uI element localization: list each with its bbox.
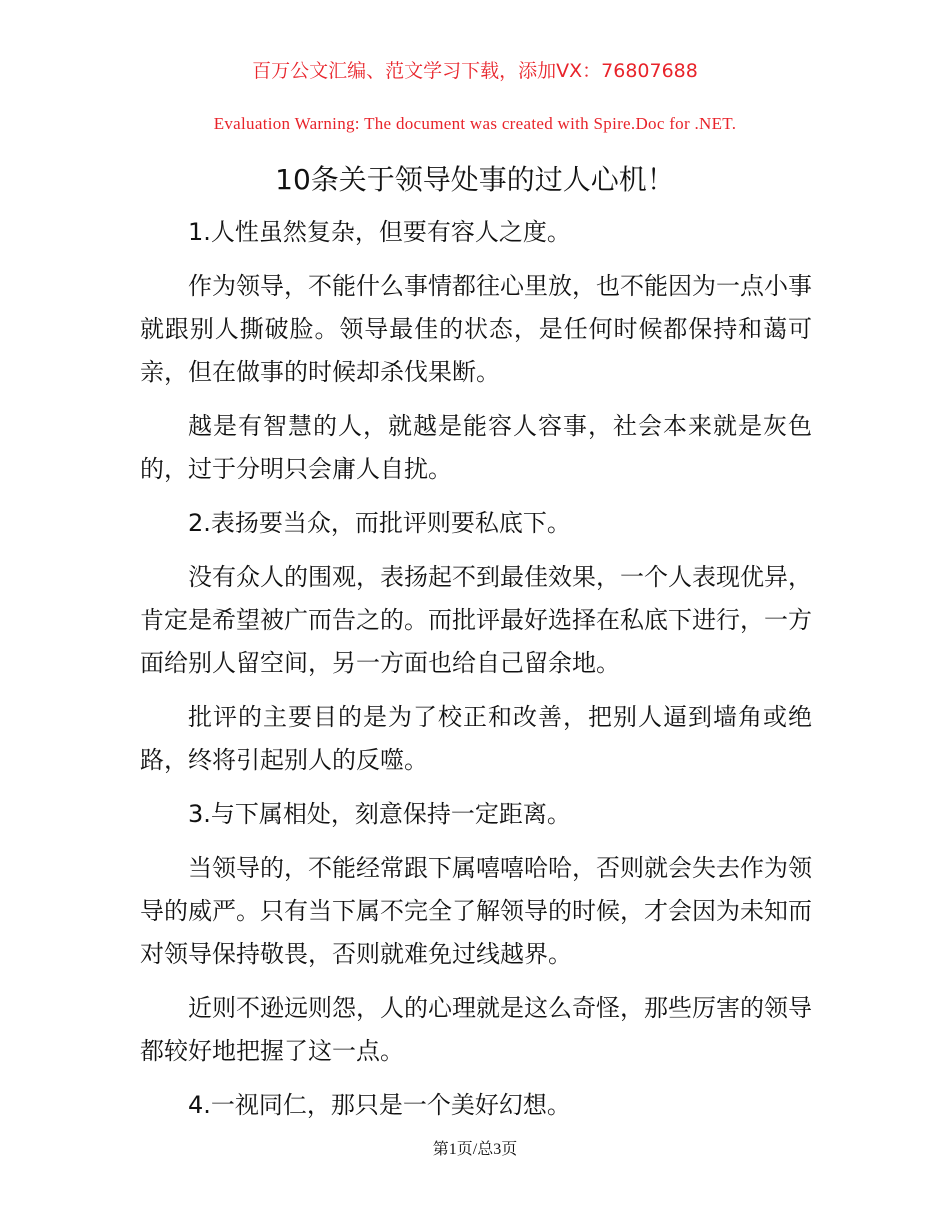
evaluation-warning: Evaluation Warning: The document was created with Spire.Doc for .NET.	[213, 114, 737, 133]
paragraph: 当领导的，不能经常跟下属嘻嘻哈哈，否则就会失去作为领导的威严。只有当下属不完全了解领导的时候，才会因为未知而对领导保持敬畏，否则就难免过线越界。	[140, 854, 812, 968]
document-title: 10条关于领导处事的过人心机！	[275, 163, 675, 196]
page-footer: 第1页/总3页	[432, 1141, 518, 1158]
paragraph: 越是有智慧的人，就越是能容人容事，社会本来就是灰色的，过于分明只会庸人自扰。	[140, 412, 812, 483]
section-heading: 1.人性虽然复杂，但要有容人之度。	[188, 218, 571, 246]
paragraph: 作为领导，不能什么事情都往心里放，也不能因为一点小事就跟别人撕破脸。领导最佳的状态，是任何时候都保持和蔼可亲，但在做事的时候却杀伐果断。	[140, 272, 812, 386]
download-banner: 百万公文汇编、范文学习下载，添加VX：76807688	[252, 60, 698, 82]
paragraph: 近则不逊远则怨，人的心理就是这么奇怪，那些厉害的领导都较好地把握了这一点。	[140, 994, 812, 1065]
section-heading: 3.与下属相处，刻意保持一定距离。	[188, 800, 571, 828]
section-heading: 4.一视同仁，那只是一个美好幻想。	[188, 1091, 571, 1119]
document-body	[140, 211, 812, 1138]
paragraph: 没有众人的围观，表扬起不到最佳效果，一个人表现优异，肯定是希望被广而告之的。而批评最好选择在私底下进行，一方面给别人留空间，另一方面也给自己留余地。	[140, 563, 812, 677]
paragraph: 批评的主要目的是为了校正和改善，把别人逼到墙角或绝路，终将引起别人的反噬。	[140, 703, 812, 774]
section-heading: 2.表扬要当众，而批评则要私底下。	[188, 509, 571, 537]
